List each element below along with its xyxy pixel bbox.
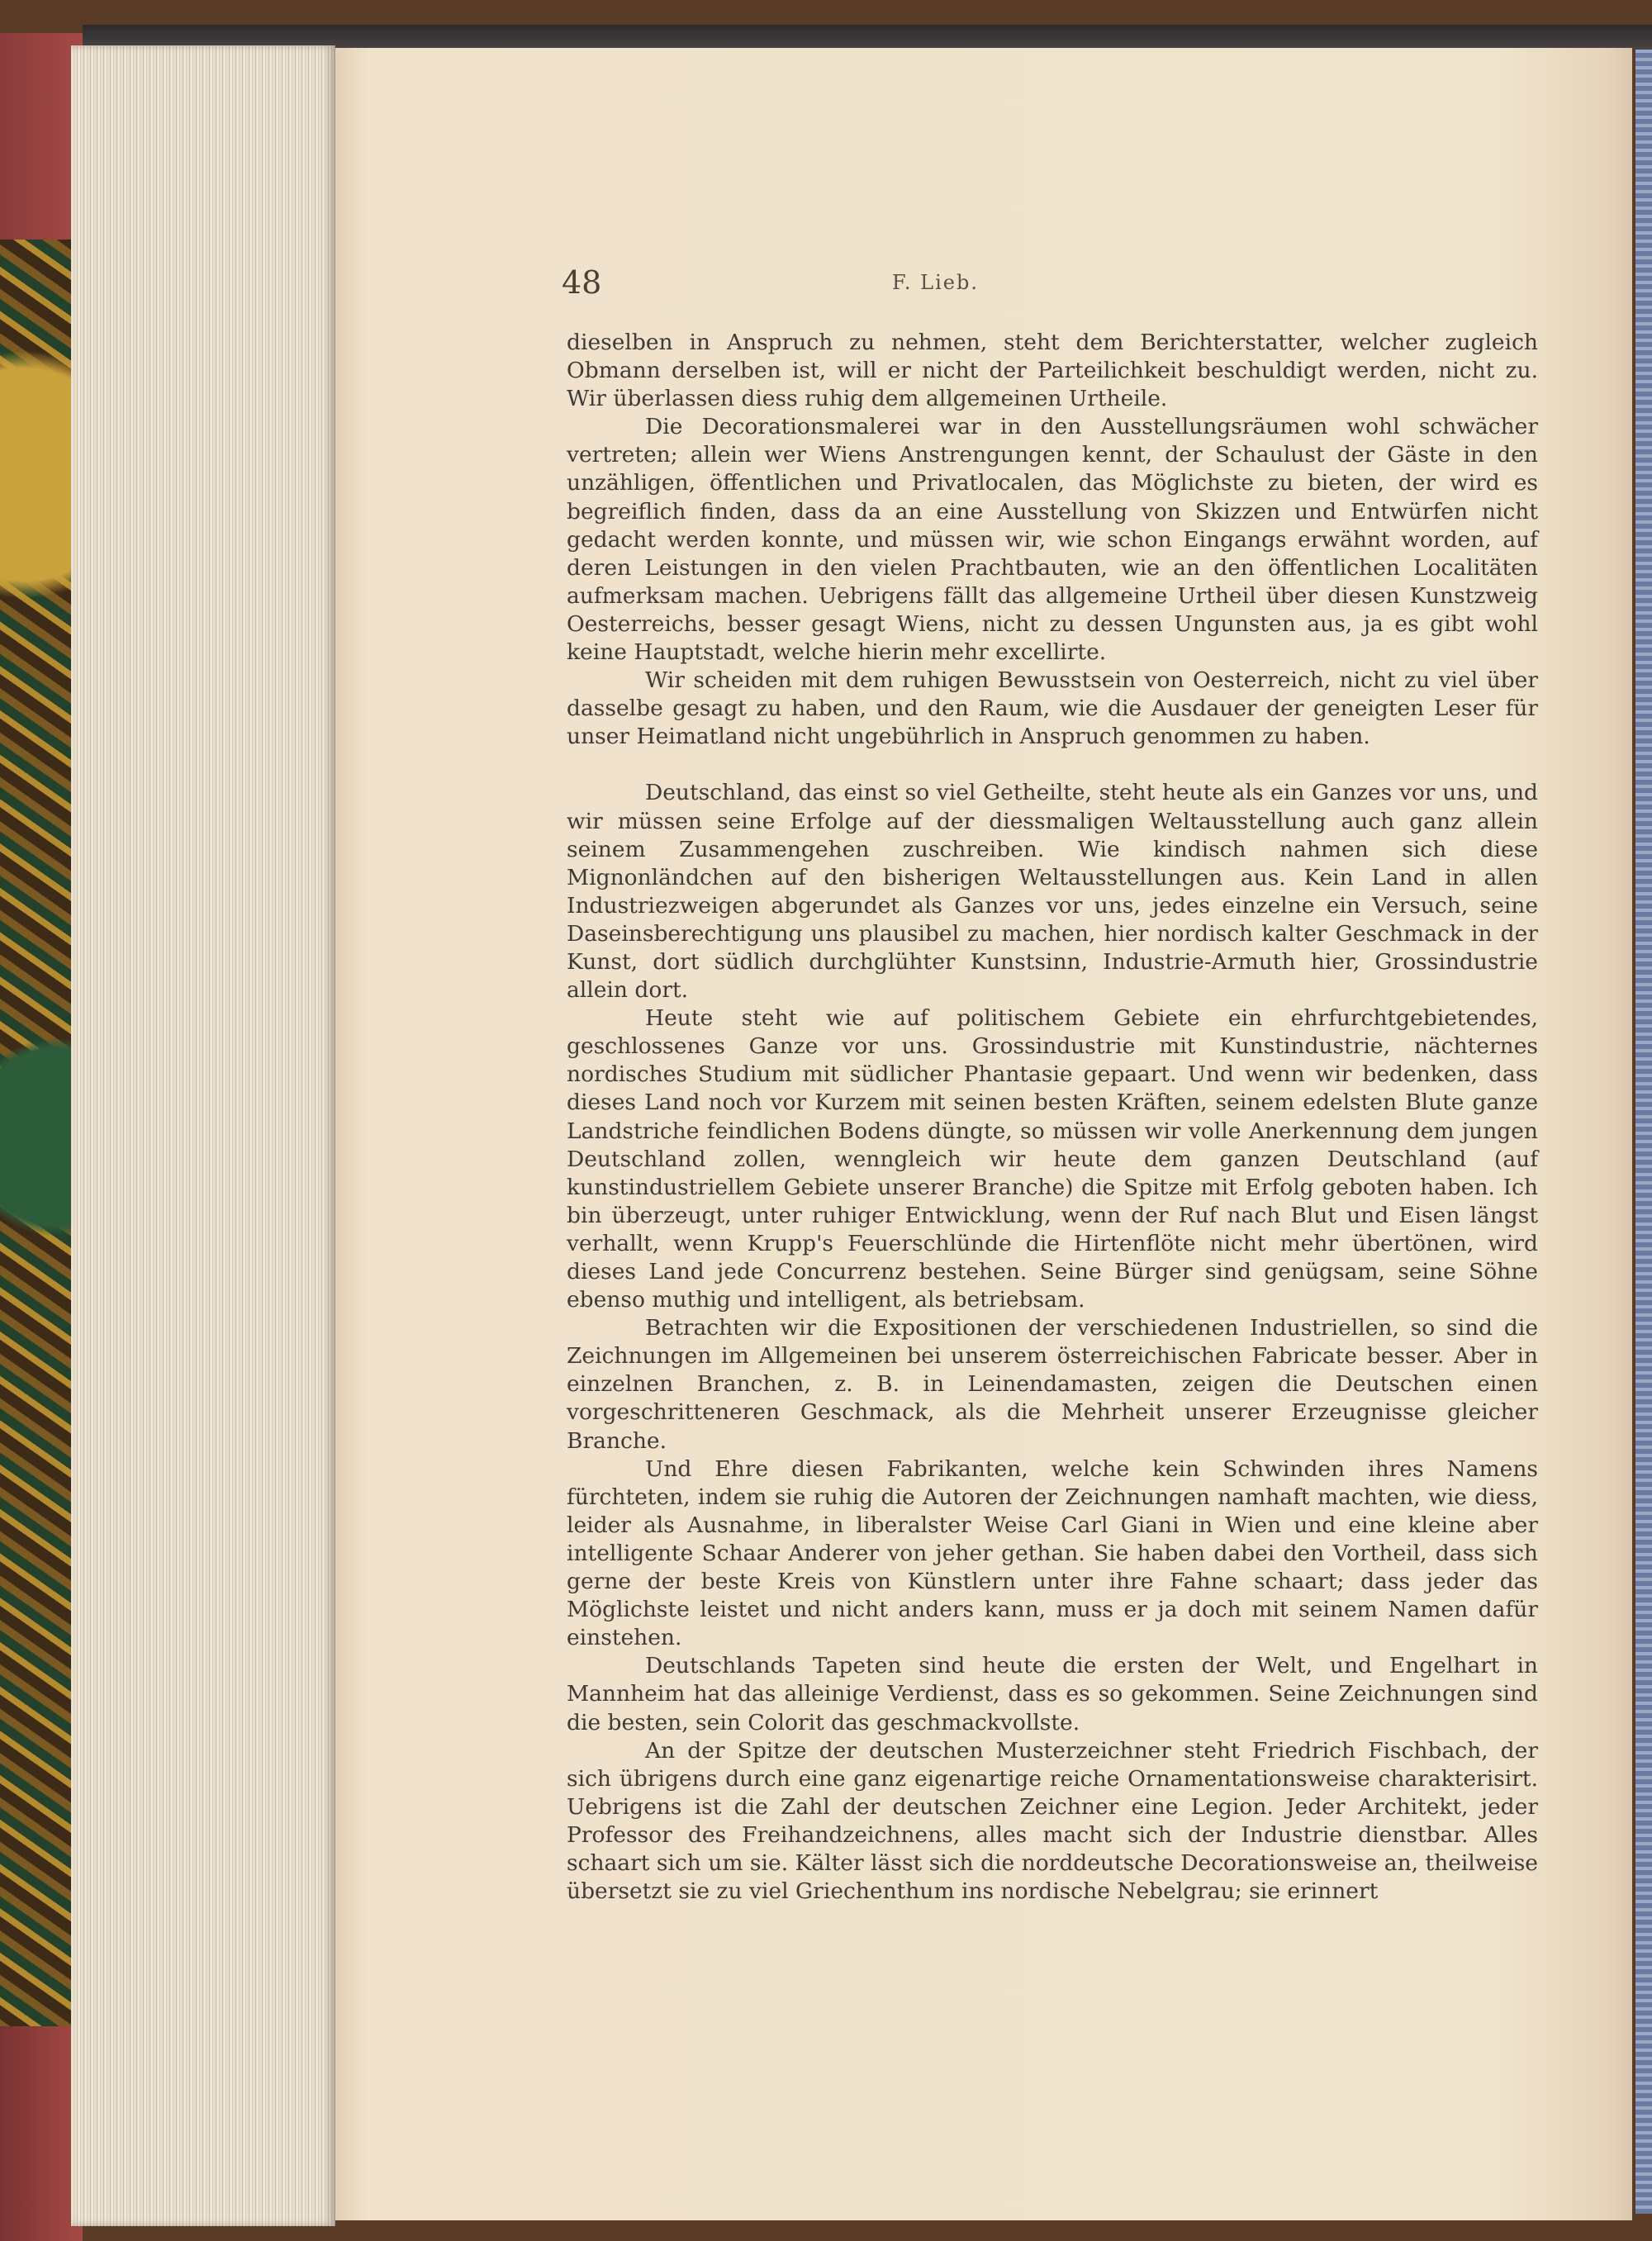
binding-corner-bottom: [0, 2026, 83, 2241]
paragraph: Deutschland, das einst so viel Getheilte, steht heute als ein Ganzes vor uns, und wir müssen seine Erfolge auf der diessmaligen Weltausstellung auch ganz allein seinem Zusammengehen zuschreiben. Wie kindisch nahmen sich diese Mignonländchen auf den bisherigen Weltausstellungen aus. Kein Land in allen Industriezweigen abgerundet als Ganzes vor uns, jedes einzelne ein Versuch, seine Daseinsberechtigung uns plausibel zu machen, hier nordisch kalter Geschmack in der Kunst, dort südlich durchglühter Kunstsinn, Industrie-Armuth hier, Grossindustrie allein dort.: [567, 780, 1538, 1004]
paragraph: Heute steht wie auf politischem Gebiete ein ehrfurchtgebietendes, geschlossenes Ganze vor uns. Grossindustrie mit Kunstindustrie, nächternes nordisches Studium mit südlicher Phantasie gepaart. Und wenn wir bedenken, dass dieses Land noch vor Kurzem mit seinen besten Kräften, seinem edelsten Blute ganze Landstriche feindlichen Bodens düngte, so müssen wir volle Anerkennung dem jungen Deutschland zollen, wenngleich wir heute dem ganzen Deutschland (auf kunstindustriellem Gebiete unserer Branche) die Spitze mit Erfolg geboten haben. Ich bin überzeugt, unter ruhiger Entwicklung, wenn der Ruf nach Blut und Eisen längst verhallt, wenn Krupp's Feuerschlünde die Hirtenflöte nicht mehr übertönen, wird dieses Land jede Concurrenz bestehen. Seine Bürger sind genügsam, seine Söhne ebenso muthig und intelligent, als betriebsam.: [567, 1005, 1538, 1313]
page-edges: [71, 45, 335, 2226]
paragraph: Die Decorationsmalerei war in den Ausstellungsräumen wohl schwächer vertreten; allein wer Wiens Anstrengungen kennt, der Schaulust der Gäste in den unzähligen, öffentlichen und Privatlocalen, das Möglichste zu bieten, der wird es begreiflich finden, dass da an eine Ausstellung von Skizzen und Entwürfen nicht gedacht werden konnte, und müssen wir, wie schon Eingangs erwähnt worden, auf deren Leistungen in den vielen Prachtbauten, wie an den öffentlichen Localitäten aufmerksam machen. Uebrigens fällt das allgemeine Urtheil über diesen Kunstzweig Oesterreichs, besser gesagt Wiens, nicht zu dessen Ungunsten aus, ja es gibt wohl keine Hauptstadt, welche hierin mehr excellirte.: [567, 414, 1538, 666]
running-head-author: F. Lieb.: [892, 271, 979, 294]
section-gap: [567, 751, 1538, 779]
body-text: [567, 329, 1538, 1906]
paragraph: An der Spitze der deutschen Musterzeichner steht Friedrich Fischbach, der sich übrigens durch eine ganz eigenartige reiche Ornamentationsweise charakterisirt. Uebrigens ist die Zahl der deutschen Zeichner eine Legion. Jeder Architekt, jeder Professor des Freihandzeichnens, alles macht sich der Industrie dienstbar. Alles schaart sich um sie. Kälter lässt sich die norddeutsche Decorationsweise an, theilweise übersetzt sie zu viel Griechenthum ins nordische Nebelgrau; sie erinnert: [567, 1737, 1538, 1905]
marbled-cover: [0, 33, 83, 2241]
paragraph: Und Ehre diesen Fabrikanten, welche kein Schwinden ihres Namens fürchteten, indem sie ruhig die Autoren der Zeichnungen namhaft machten, wie diess, leider als Ausnahme, in liberalster Weise Carl Giani in Wien und eine kleine aber intelligente Schaar Anderer von jeher gethan. Sie haben dabei den Vortheil, dass sich gerne der beste Kreis von Künstlern unter ihre Fahne schaart; dass jeder das Möglichste leistet und nicht anders kann, muss er ja doch mit seinem Namen dafür einstehen.: [567, 1455, 1538, 1651]
running-head: [562, 264, 1553, 306]
paragraph: dieselben in Anspruch zu nehmen, steht dem Berichterstatter, welcher zugleich Obmann derselben ist, will er nicht der Parteilichkeit beschuldigt werden, nicht zu. Wir überlassen diess ruhig dem allgemeinen Urtheile.: [567, 330, 1538, 412]
paragraph: Wir scheiden mit dem ruhigen Bewusstsein von Oesterreich, nicht zu viel über dasselbe gesagt zu haben, und den Raum, wie die Ausdauer der geneigten Leser für unser Heimatland nicht ungebührlich in Anspruch genommen zu haben.: [567, 667, 1538, 750]
cloth-spine-edge: [1635, 50, 1652, 2214]
page-number: 48: [562, 264, 602, 301]
binding-corner-top: [0, 33, 83, 240]
paragraph: Betrachten wir die Expositionen der verschiedenen Industriellen, so sind die Zeichnungen im Allgemeinen bei unserem österreichischen Fabricate besser. Aber in einzelnen Branchen, z. B. in Leinendamasten, zeigen die Deutschen einen vorgeschritteneren Geschmack, als die Mehrheit unserer Erzeugnisse gleicher Branche.: [567, 1315, 1538, 1454]
paragraph: Deutschlands Tapeten sind heute die ersten der Welt, und Engelhart in Mannheim hat das alleinige Verdienst, dass es so gekommen. Seine Zeichnungen sind die besten, sein Colorit das geschmackvollste.: [567, 1653, 1538, 1735]
